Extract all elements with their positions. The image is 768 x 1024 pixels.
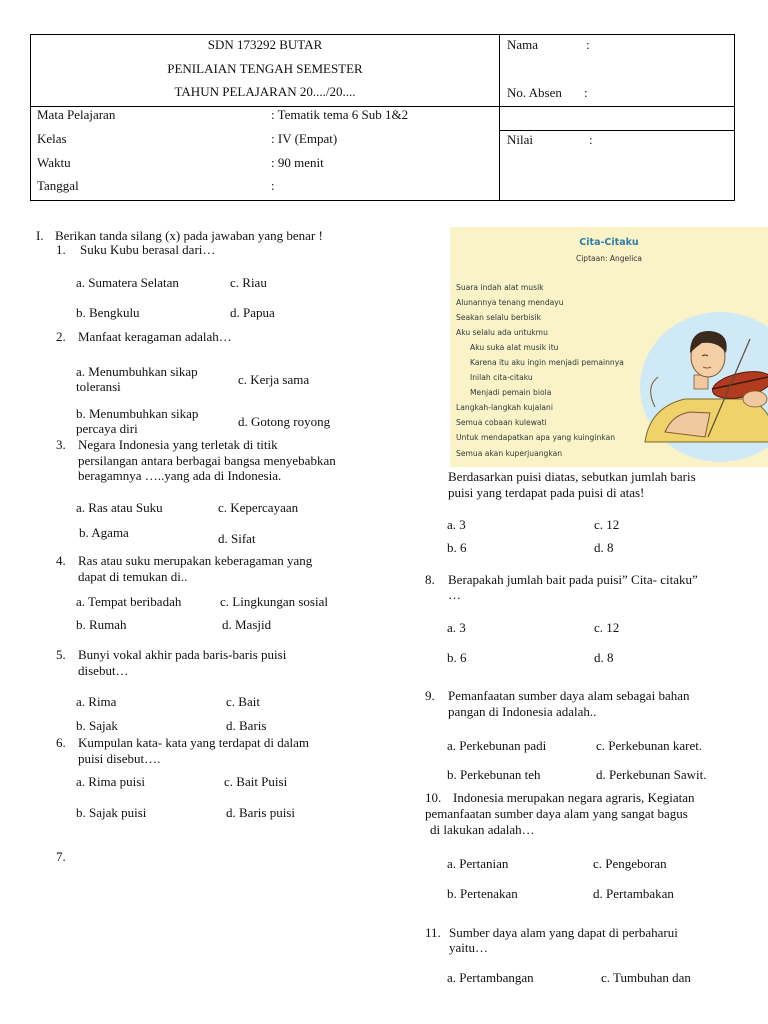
field-value: : Tematik tema 6 Sub 1&2 [271,107,409,122]
option[interactable]: b. Bengkulu [76,305,140,320]
option[interactable]: d. Gotong royong [238,414,331,429]
question-text: Negara Indonesia yang terletak di titik [78,437,278,452]
question-number: 9. [425,688,435,703]
option[interactable]: c. 12 [594,517,620,532]
option[interactable]: a. Rima puisi [76,774,145,789]
school-year: TAHUN PELAJARAN 20..../20.... [174,84,356,99]
question-text: disebut… [78,663,129,678]
option[interactable]: b. Menumbuhkan sikap [76,406,199,421]
question-text: Ras atau suku merupakan keberagaman yang [78,553,313,568]
field-label: Waktu [37,155,71,170]
option[interactable]: a. 3 [447,620,466,635]
option[interactable]: c. Riau [230,275,267,290]
question-text: pemanfaatan sumber daya alam yang sangat bagus [425,806,688,821]
name-colon: : [586,37,590,52]
option[interactable]: b. Agama [79,525,129,540]
field-value: : IV (Empat) [271,131,338,146]
question-text: puisi disebut…. [78,751,161,766]
question-text: Manfaat keragaman adalah… [78,329,232,344]
poem-line: Semua akan kuperjuangkan [456,449,563,458]
option[interactable]: b. Rumah [76,617,127,632]
question-text: yaitu… [449,940,488,955]
header-table [30,34,735,201]
poem-title: Cita-Citaku [579,237,639,248]
instruction-number: I. [36,228,44,243]
option[interactable]: c. Kerja sama [238,372,310,387]
score-colon: : [589,132,593,147]
question-text: beragamnya …..yang ada di Indonesia. [78,468,282,483]
poem-line: Menjadi pemain biola [470,388,552,397]
question-number: 4. [56,553,66,568]
option[interactable]: a. Pertanian [447,856,509,871]
question-number: 2. [56,329,66,344]
absen-colon: : [584,85,588,100]
option[interactable]: a. Sumatera Selatan [76,275,179,290]
question-text: puisi yang terdapat pada puisi di atas! [448,485,645,500]
question-text: Sumber daya alam yang dapat di perbaharui [449,925,678,940]
question-text: Indonesia merupakan negara agraris, Kegiatan [453,790,695,805]
question-number: 5. [56,647,66,662]
poem-line: Semua cobaan kulewati [456,418,547,427]
question-text: dapat di temukan di.. [78,569,188,584]
option[interactable]: c. Pengeboran [593,856,667,871]
poem-line: Seakan selalu berbisik [456,313,542,322]
field-label: Tanggal [37,178,79,193]
option[interactable]: c. Kepercayaan [218,500,299,515]
field-label: Mata Pelajaran [37,107,116,122]
poem-line: Suara indah alat musik [456,283,544,292]
option[interactable]: b. 6 [447,540,467,555]
question-number: 7. [56,849,66,864]
question-text: … [448,587,461,602]
option[interactable]: c. Bait Puisi [224,774,288,789]
score-label: Nilai [507,132,533,147]
poem-line: Aku selalu ada untukmu [456,328,548,337]
absen-label: No. Absen [507,85,562,100]
option[interactable]: c. Bait [226,694,260,709]
table-divider [499,35,500,201]
option[interactable]: d. 8 [594,650,614,665]
option-continued: percaya diri [76,421,138,436]
option[interactable]: d. Perkebunan Sawit. [596,767,707,782]
question-text: Kumpulan kata- kata yang terdapat di dalam [78,735,310,750]
option[interactable]: b. Sajak puisi [76,805,147,820]
question-text: Suku Kubu berasal dari… [80,242,216,257]
table-divider [499,106,735,107]
question-text: Pemanfaatan sumber daya alam sebagai bahan [448,688,690,703]
option[interactable]: c. Tumbuhan dan [601,970,691,985]
poem-card [450,227,768,467]
option[interactable]: a. Tempat beribadah [76,594,182,609]
option[interactable]: b. Pertenakan [447,886,518,901]
table-divider [499,130,735,131]
field-label: Kelas [37,131,67,146]
school-name: SDN 173292 BUTAR [207,37,323,52]
option[interactable]: a. Menumbuhkan sikap [76,364,198,379]
option[interactable]: c. 12 [594,620,620,635]
option[interactable]: d. Papua [230,305,275,320]
question-text: Bunyi vokal akhir pada baris-baris puisi [78,647,287,662]
option[interactable]: b. Perkebunan teh [447,767,541,782]
question-number: 8. [425,572,435,587]
option[interactable]: a. Pertambangan [447,970,534,985]
option-continued: toleransi [76,379,121,394]
question-number: 10. [425,790,442,805]
option[interactable]: d. 8 [594,540,614,555]
field-value: : [271,178,275,193]
option[interactable]: c. Lingkungan sosial [220,594,328,609]
poem-line: Karena itu aku ingin menjadi pemainnya [470,358,624,367]
option[interactable]: d. Pertambakan [593,886,674,901]
question-text: pangan di Indonesia adalah.. [448,704,597,719]
question-text: Berapakah jumlah bait pada puisi” Cita- citaku” [448,572,698,587]
poem-line: Alunannya tenang mendayu [456,298,564,307]
question-number: 1. [56,242,66,257]
option[interactable]: a. Rima [76,694,117,709]
poem-author: Ciptaan: Angelica [575,254,643,263]
poem-line: Untuk mendapatkan apa yang kuinginkan [456,433,616,442]
exam-title: PENILAIAN TENGAH SEMESTER [167,61,363,76]
option[interactable]: a. Ras atau Suku [76,500,163,515]
option[interactable]: d. Baris [226,718,267,733]
name-label: Nama [507,37,539,52]
option[interactable]: d. Baris puisi [226,805,295,820]
option[interactable]: b. 6 [447,650,467,665]
question-number: 11. [425,925,441,940]
instruction-text: Berikan tanda silang (x) pada jawaban yang benar ! [55,228,323,243]
option[interactable]: a. Perkebunan padi [447,738,547,753]
field-value: : 90 menit [271,155,324,170]
question-text: Berdasarkan puisi diatas, sebutkan jumlah baris [448,469,696,484]
question-text: di lakukan adalah… [430,822,535,837]
option[interactable]: d. Masjid [222,617,272,632]
option[interactable]: c. Perkebunan karet. [596,738,703,753]
option[interactable]: d. Sifat [218,531,256,546]
question-number: 3. [56,437,66,452]
option[interactable]: a. 3 [447,517,466,532]
poem-line: Inilah cita-citaku [470,373,533,382]
question-text: persilangan antara berbagai bangsa menyebabkan [78,453,336,468]
question-number: 6. [56,735,66,750]
poem-line: Aku suka alat musik itu [470,343,559,352]
option[interactable]: b. Sajak [76,718,118,733]
poem-line: Langkah-langkah kujalani [456,403,553,412]
